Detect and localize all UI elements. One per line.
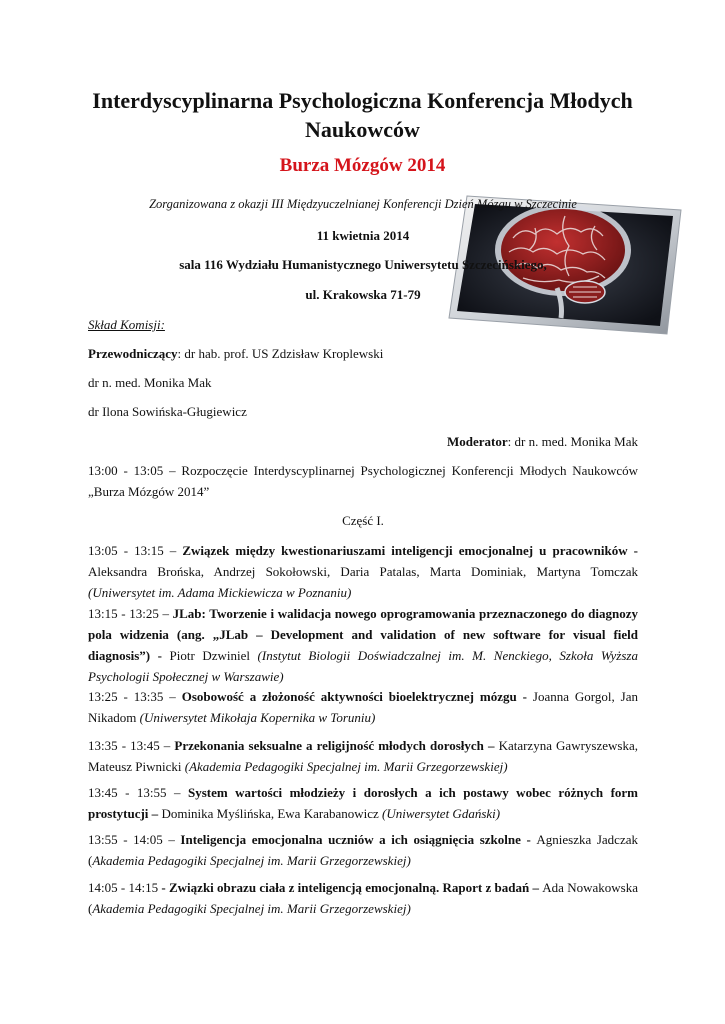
agenda-item: 14:05 - 14:15 - Związki obrazu ciała z inteligencją emocjonalną. Raport z badań – Ada Nowakowska (Akademia Pedagogiki Specjalnej im. Marii Grzegorzewskiej): [88, 880, 638, 916]
event-date: 11 kwietnia 2014: [316, 228, 410, 243]
agenda-item: 13:45 - 13:55 – System wartości młodzieży i dorosłych a ich postawy wobec różnych form prostytucji – Dominika Myślińska, Ewa Karabanowicz (Uniwersytet Gdański): [88, 785, 638, 821]
agenda-item: 13:05 - 13:15 – Związek między kwestionariuszami inteligencji emocjonalnej u pracowników - Aleksandra Brońska, Andrzej Sokołowski, Daria Patalas, Marta Dominiak, Martyna Tomczak (Uniwersytet im. Adama Mickiewicza w Poznaniu): [88, 543, 638, 600]
committee-member: dr Ilona Sowińska-Gługiewicz: [88, 404, 247, 419]
committee-member: dr n. med. Monika Mak: [88, 375, 212, 390]
event-room: sala 116 Wydziału Humanistycznego Uniwersytetu Szczecińskiego,: [179, 257, 547, 272]
moderator-line: Moderator: dr n. med. Monika Mak: [447, 434, 638, 449]
committee-heading: Skład Komisji:: [88, 317, 165, 332]
title-line-1: Interdyscyplinarna Psychologiczna Konferencja Młodych: [92, 88, 633, 113]
title-line-2: Naukowców: [305, 117, 420, 142]
opening-session: 13:00 - 13:05 – Rozpoczęcie Interdyscyplinarnej Psychologicznej Konferencji Młodych Naukowców „Burza Mózgów 2014”: [88, 463, 638, 499]
document-title: [60, 86, 665, 144]
agenda-item: 13:15 - 13:25 – JLab: Tworzenie i walidacja nowego oprogramowania przeznaczonego do diagnozy pola widzenia (ang. „JLab – Development and validation of new software for visual field diagnosis”) - Piotr Dzwiniel (Instytut Biologii Doświadczalnej im. M. Nenckiego, Szkoła Wyższa Psychologii Społecznej w Warszawie): [88, 606, 638, 684]
event-address: ul. Krakowska 71-79: [305, 287, 421, 302]
committee-chair: Przewodniczący: dr hab. prof. US Zdzisław Kroplewski: [88, 346, 384, 361]
agenda-item: 13:55 - 14:05 – Inteligencja emocjonalna uczniów a ich osiągnięcia szkolne - Agnieszka Jadczak (Akademia Pedagogiki Specjalnej im. Marii Grzegorzewskiej): [88, 832, 638, 868]
organizer-note: Zorganizowana z okazji III Międzyuczelnianej Konferencji Dzień Mózgu w Szczecinie: [149, 197, 577, 211]
event-subtitle: Burza Mózgów 2014: [279, 155, 446, 176]
agenda-item: 13:35 - 13:45 – Przekonania seksualne a religijność młodych dorosłych – Katarzyna Gawryszewska, Mateusz Piwnicki (Akademia Pedagogiki Specjalnej im. Marii Grzegorzewskiej): [88, 738, 638, 774]
agenda-item: 13:25 - 13:35 – Osobowość a złożoność aktywności bioelektrycznej mózgu - Joanna Gorgol, Jan Nikadom (Uniwersytet Mikołaja Kopernika w Toruniu): [88, 689, 638, 725]
part-label: Część I.: [342, 513, 384, 528]
